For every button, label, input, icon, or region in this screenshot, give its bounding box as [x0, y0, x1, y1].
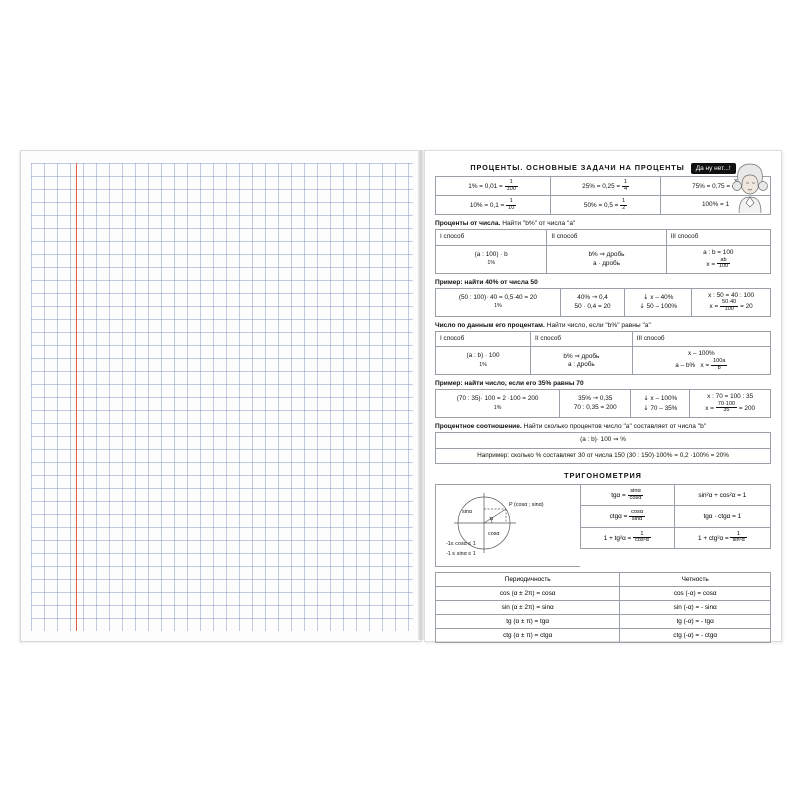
- b1e-c4: x : 50 = 40 : 100 x = $\frac{50\cdot 40}{100}$ = 20: [692, 288, 771, 316]
- cell-parity-sin: sin (-α) = - sinα: [620, 601, 771, 615]
- b2e-c3: ↓ x – 100% ↓ 70 – 35%: [631, 390, 690, 418]
- trig-title: ТРИГОНОМЕТРИЯ: [564, 471, 642, 481]
- cell-period-sin: sin (α ± 2π) = sinα: [436, 601, 620, 615]
- cell-50pct: 50% = 0,5 = $\frac{1}{2}$: [551, 196, 661, 215]
- grid-lines: [31, 163, 413, 631]
- b2-c2: b% ⇒ дробь a : дробь: [531, 347, 633, 375]
- unit-circle-diagram: [435, 484, 580, 567]
- tg-ctg-product: tgα · ctgα = 1: [674, 506, 770, 527]
- svg-text:cosα: cosα: [488, 531, 500, 538]
- reference-content: [435, 163, 771, 643]
- red-margin-line: [76, 163, 77, 631]
- b2e-c1: (70 : 35)· 100 = 2 ·100 = 200 1%: [436, 390, 560, 418]
- cell-75pct: 75% = 0,75 =: [661, 177, 771, 196]
- table-row: [436, 177, 771, 196]
- table-row: [436, 448, 771, 464]
- b2e-c4: x : 70 = 100 : 35 x = $\frac{70\cdot 100}{35}$ = 200: [690, 390, 771, 418]
- sec-identity: 1 + tg²α = $\frac{1}{\text{cos²α}}$: [581, 527, 675, 548]
- ctg-def: ctgα = $\frac{\cos\alpha}{\sin\alpha}$: [581, 506, 675, 527]
- b3-example: Например: сколько % составляет 30 от числа 150 (30 : 150)·100% = 0,2 ·100% = 20%: [436, 448, 771, 464]
- percents-title: ПРОЦЕНТЫ. ОСНОВНЫЕ ЗАДАЧИ НА ПРОЦЕНТЫ: [470, 163, 685, 172]
- b1-h2: II способ: [547, 230, 666, 246]
- left-page-grid: [20, 150, 422, 642]
- cell-1pct: 1% = 0,01 = $\frac{1}{100}$: [436, 177, 551, 196]
- table-row: [436, 246, 771, 274]
- b1e-c2: 40% → 0,4 50 · 0,4 = 20: [560, 288, 625, 316]
- table-row: [581, 527, 771, 548]
- svg-text:α: α: [490, 516, 494, 523]
- block3-label: Процентное соотношение. Найти сколько процентов число "a" составляет от числа "b": [435, 422, 707, 430]
- table-row: [436, 230, 771, 246]
- table-row: [436, 347, 771, 375]
- block2-methods-table: [435, 331, 771, 375]
- b1-h1: I способ: [436, 230, 547, 246]
- table-header-row: [436, 573, 771, 587]
- notebook-spread: [20, 150, 780, 650]
- col-periodicity: Периодичность: [436, 573, 620, 587]
- table-row: [581, 506, 771, 527]
- svg-text:-1 ≤ sinα ≤ 1: -1 ≤ sinα ≤ 1: [446, 551, 476, 558]
- cell-25pct: 25% = 0,25 = $\frac{1}{4}$: [551, 177, 661, 196]
- b2-h2: II способ: [531, 331, 633, 347]
- block1-label: Проценты от числа. Найти "b%" от числа "a": [435, 220, 576, 228]
- table-row: [436, 196, 771, 215]
- table-row: [581, 485, 771, 506]
- b1-c3: a : b = 100 x = $\frac{ab}{100}$: [666, 246, 770, 274]
- cell-period-ctg: ctg (α ± π) = ctgα: [436, 629, 620, 643]
- cell-10pct: 10% = 0,1 = $\frac{1}{10}$: [436, 196, 551, 215]
- b1-c2: b% ⇒ дробь a · дробь: [547, 246, 666, 274]
- table-row: [436, 288, 771, 316]
- table-row: [436, 432, 771, 448]
- block2-example-label: Пример: найти число, если его 35% равны 70: [435, 380, 584, 388]
- b1-c1: (a : 100) · b 1%: [436, 246, 547, 274]
- periodicity-parity-table: [435, 572, 771, 643]
- b3-formula: (a : b)· 100 ⇒ %: [436, 432, 771, 448]
- block2-example-table: [435, 389, 771, 418]
- b2-h3: III способ: [632, 331, 770, 347]
- b2e-c2: 35% → 0,35 70 : 0,35 = 200: [560, 390, 631, 418]
- cell-100pct: 100% = 1: [661, 196, 771, 215]
- svg-text:sinα: sinα: [462, 509, 473, 516]
- b2-c3: x – 100% a – b% x = $\frac{100a}{b}$: [632, 347, 770, 375]
- trig-block: [435, 484, 771, 567]
- b2-h1: I способ: [436, 331, 531, 347]
- table-row: [436, 629, 771, 643]
- tg-def: tgα = $\frac{\sin\alpha}{\cos\alpha}$: [581, 485, 675, 506]
- pythagorean-identity: sin²α + cos²α = 1: [674, 485, 770, 506]
- trig-identities: [580, 484, 771, 567]
- table-row: [436, 615, 771, 629]
- corner-badge: Да ну нет...!: [691, 163, 736, 174]
- cell-period-cos: cos (α ± 2π) = cosα: [436, 587, 620, 601]
- svg-text:P (cosα ; sinα): P (cosα ; sinα): [509, 502, 544, 509]
- block1-example-label: Пример: найти 40% от числа 50: [435, 278, 538, 286]
- svg-text:-1≤ cosα ≤ 1: -1≤ cosα ≤ 1: [446, 541, 476, 548]
- table-row: [436, 390, 771, 418]
- cell-parity-tg: tg (-α) = - tgα: [620, 615, 771, 629]
- percents-header: [435, 163, 771, 176]
- col-parity: Четность: [620, 573, 771, 587]
- bach-portrait-icon: [727, 159, 773, 217]
- table-row: [436, 331, 771, 347]
- cosec-identity: 1 + ctg²α = $\frac{1}{\text{sin²α}}$: [674, 527, 770, 548]
- block2-label: Число по данным его процентам. Найти число, если "b%" равны "a": [435, 321, 651, 329]
- cell-parity-cos: cos (-α) = cosα: [620, 587, 771, 601]
- block3-formula-table: [435, 432, 771, 464]
- table-row: [436, 601, 771, 615]
- table-row: [436, 587, 771, 601]
- right-page-reference: [424, 150, 782, 642]
- b1e-c3: ↓ x – 40% ↓ 50 – 100%: [625, 288, 692, 316]
- percent-basics-table: [435, 176, 771, 215]
- b1-h3: III способ: [666, 230, 770, 246]
- block1-example-table: [435, 288, 771, 317]
- b1e-c1: (50 : 100)· 40 = 0,5·40 = 20 1%: [436, 288, 561, 316]
- cell-parity-ctg: ctg (-α) = - ctgα: [620, 629, 771, 643]
- b2-c1: (a : b) · 100 1%: [436, 347, 531, 375]
- cell-period-tg: tg (α ± π) = tgα: [436, 615, 620, 629]
- block1-methods-table: [435, 229, 771, 273]
